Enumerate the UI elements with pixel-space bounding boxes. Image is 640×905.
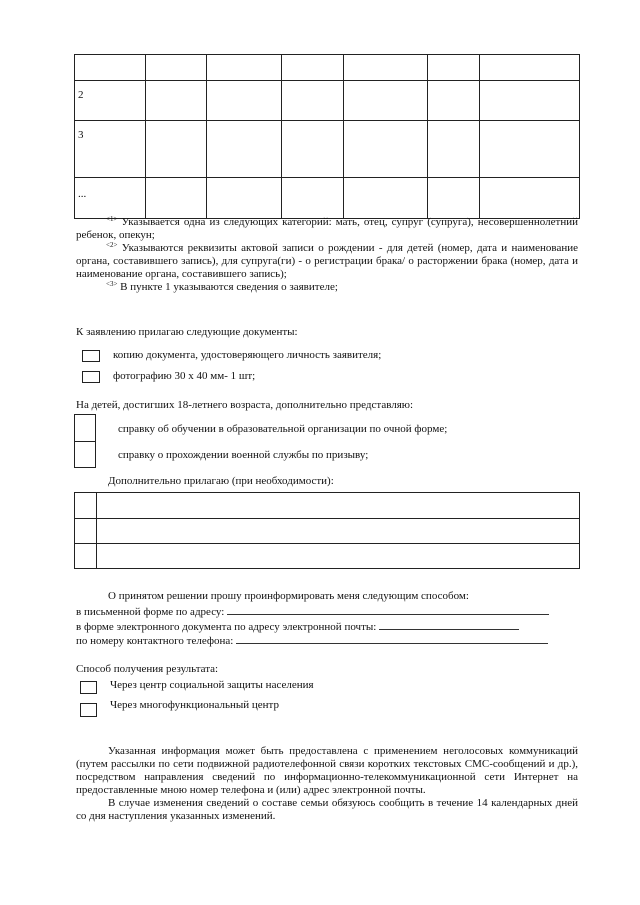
label-mfc: Через многофункциональный центр [110,699,279,711]
table-cell[interactable] [75,55,146,81]
checkbox-social-center[interactable] [80,681,97,694]
table-row [75,519,580,544]
additional-heading: Дополнительно прилагаю (при необходимости): [108,475,334,487]
info-section [76,745,578,823]
table-cell[interactable] [480,121,580,178]
table-cell[interactable] [344,178,428,219]
checkbox-photo[interactable] [82,371,100,383]
checkbox-identity-doc[interactable] [82,350,100,362]
footnote-3: $^{<3>}$ В пункте 1 указываются сведения о заявителе; [106,280,338,293]
table-cell[interactable] [75,121,146,178]
table-cell[interactable] [428,121,480,178]
checkbox-study-certificate[interactable] [75,415,96,442]
table-row [75,55,580,81]
table-cell[interactable] [344,55,428,81]
table-row [75,178,580,219]
checkbox-military-certificate[interactable] [75,442,96,468]
label-study-certificate: справку об обучении в образовательной организации по очной форме; [118,423,448,435]
table-cell[interactable] [206,178,281,219]
row-number: 2 [78,89,84,101]
table-cell[interactable] [145,178,206,219]
label-photo: фотографию 30 х 40 мм- 1 шт; [113,370,256,382]
table-cell[interactable] [75,519,97,544]
table-cell[interactable] [206,55,281,81]
notify-by-phone-row [76,633,548,648]
table-cell[interactable] [97,544,580,569]
table-row [75,121,580,178]
table-cell[interactable] [428,178,480,219]
table-cell[interactable] [145,121,206,178]
table-cell[interactable] [145,81,206,121]
row-number: ... [78,188,87,200]
info-paragraph: Указанная информация может быть предоставлена с применением неголосовых коммуникаций (путем рассылки по сети подвижной радиотелефонной связи коротких текстовых СМС-сообщений и др.), посредством направления сведений по информационно-телекоммуникационной сети Интернет на предоставленные мною номер телефона и (или) адрес электронной почты. [76,745,578,796]
table-row [75,493,580,519]
table-cell[interactable] [75,178,146,219]
table-cell[interactable] [281,55,344,81]
info-paragraph: В случае изменения сведений о составе семьи обязуюсь сообщить в течение 14 календарных дней со дня наступления указанных изменений. [76,797,578,822]
table-cell[interactable] [206,121,281,178]
notify-by-email-row [76,619,519,634]
result-heading: Способ получения результата: [76,663,219,675]
notification-heading: О принятом решении прошу проинформировать меня следующим способом: [108,590,469,602]
footnotes [76,216,578,294]
table-row [75,81,580,121]
email-address-field[interactable] [379,619,519,630]
label-social-center: Через центр социальной защиты населения [110,679,314,691]
table-cell[interactable] [97,519,580,544]
table-cell[interactable] [97,493,580,519]
documents-heading: К заявлению прилагаю следующие документы: [76,326,298,338]
table-cell[interactable] [206,81,281,121]
label-identity-doc: копию документа, удостоверяющего личность заявителя; [113,349,382,361]
phone-number-field[interactable] [236,633,548,644]
table-cell[interactable] [281,178,344,219]
notify-by-phone-label: по номеру контактного телефона: [76,635,234,647]
row-number: 3 [78,129,84,141]
notify-by-mail-row [76,604,549,619]
table-cell[interactable] [344,81,428,121]
table-cell[interactable] [344,121,428,178]
table-cell[interactable] [428,81,480,121]
footnote-1: $^{<1>}$ Указывается одна из следующих категорий: мать, отец, супруг (супруга), несовершеннолетний ребенок, опекун; [76,215,579,241]
table-cell[interactable] [281,121,344,178]
notify-by-email-label: в форме электронного документа по адресу электронной почты: [76,621,377,633]
family-members-table [74,54,580,219]
table-cell[interactable] [75,544,97,569]
label-military-certificate: справку о прохождении военной службы по призыву; [118,449,369,461]
table-cell[interactable] [75,81,146,121]
checkbox-mfc[interactable] [80,703,97,717]
table-cell[interactable] [480,178,580,219]
children-checkbox-column [74,414,96,468]
children-heading: На детей, достигших 18-летнего возраста, дополнительно представляю: [76,399,414,411]
notify-by-mail-label: в письменной форме по адресу: [76,606,225,618]
footnote-2: $^{<2>}$ Указываются реквизиты актовой записи о рождении - для детей (номер, дата и наименование органа, составившего запись), для супруга(ги) - о регистрации брака/ о расторжении брака (номер, дата и наименование органа, составившего запись); [76,241,579,280]
mail-address-field[interactable] [227,604,549,615]
table-cell[interactable] [75,493,97,519]
table-cell[interactable] [428,55,480,81]
table-cell[interactable] [480,81,580,121]
additional-docs-table [74,492,580,569]
table-row [75,544,580,569]
table-cell[interactable] [145,55,206,81]
table-cell[interactable] [480,55,580,81]
table-cell[interactable] [281,81,344,121]
